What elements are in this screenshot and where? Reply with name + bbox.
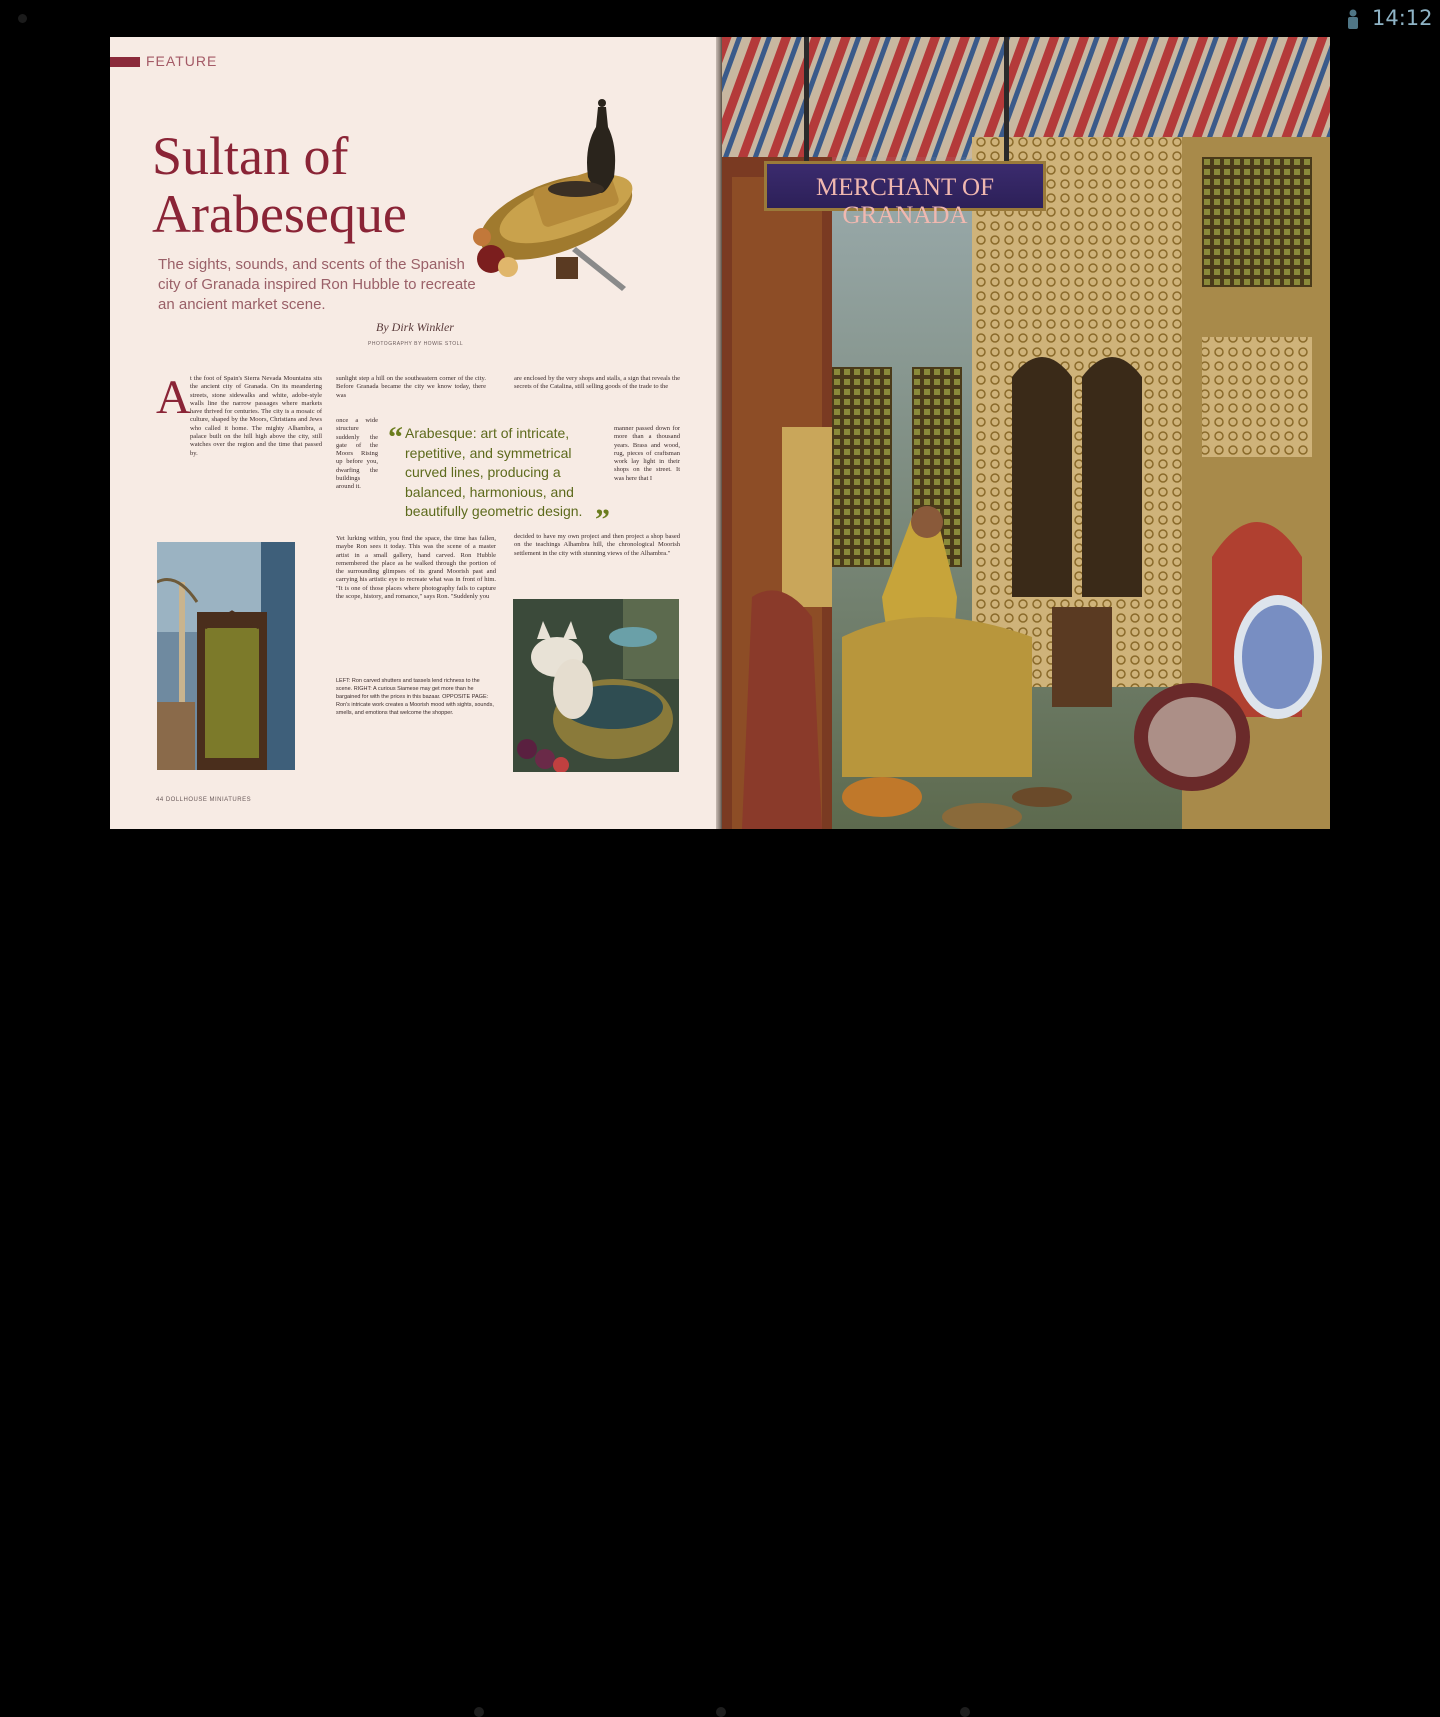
home-button[interactable] [716,1707,726,1717]
photo-carved-screen [157,542,295,770]
section-label: FEATURE [146,53,218,69]
user-icon [1346,8,1360,30]
body-column-2-narrow: once a wide structure suddenly the gate of the Moors Rising up before you, dwarfing the buildings around it. [336,417,378,491]
body-column-3-top: are enclosed by the very shops and stalls, a sign that reveals the secrets of the Catalina, still selling goods of the trade to the [514,375,680,391]
article-dek: The sights, sounds, and scents of the Spanish city of Granada inspired Ron Hubble to recreate an ancient market scene. [158,256,476,313]
body-column-1: t the foot of Spain's Sierra Nevada Mountains sits the ancient city of Granada. On its meandering streets, stone sidewalks and white, adobe-style walls line the narrow passages where markets have thrived for centuries. The city is a mosaic of culture, shaped by the Moors, Christians and Jews who called it home. The mighty Alhambra, a palace built on the hill high above the city, still watches over the region and the time that passed by. [190,375,322,457]
merchant-sign-text: MERCHANT OF GRANADA [815,174,995,229]
photo-cat-in-bazaar [513,599,679,772]
page-folio: 44 DOLLHOUSE MINIATURES [156,797,252,803]
body-column-2-bottom: Yet lurking within, you find the space, the time has fallen, maybe Ron sees it today. This was the scene of a master artist in a small gallery, hand carved. Ron Hubble remembered the place as he walked through the portion of the surrounding glimpses of its grand Moorish past and carrying his artistic eye to recreate what was in front of him. "It is one of those places where photography fails to capture the scope, history, and romance," says Ron. "Suddenly you [336,535,496,601]
photo-credit: PHOTOGRAPHY BY HOWIE STOLL [368,341,464,347]
magazine-spread[interactable] [110,37,1330,829]
body-column-3-narrow: manner passed down for more than a thousand years. Brass and wood, rug, pieces of craftsman work lay light in their shops on the street. It was here that I [614,425,680,482]
body-column-2-top: sunlight step a hill on the southeastern corner of the city. Before Granada became the city we know today, there was [336,375,486,399]
right-page[interactable] [722,37,1330,829]
status-bar [0,0,1440,36]
merchant-scene-illustration [722,37,1330,829]
article-title: Sultan of Arabeseque [152,126,407,244]
navigation-bar [0,840,1440,900]
notification-dot-icon [18,14,27,23]
photo-caption: LEFT: Ron carved shutters and tassels lend richness to the scene. RIGHT: A curious Siamese may get more than he bargained for with the prices in this bazaar. OPPOSITE PAGE: Ron's intricate work creates a Moorish mood with sights, sounds, smells, and emotions that welcome the shopper. [336,678,494,716]
merchant-sign [764,161,1046,229]
drop-cap: A [156,371,191,424]
recents-button[interactable] [960,1707,970,1717]
body-column-3-bottom: decided to have my own project and then project a shop based on the teachings Alhambra hill, the chronological Moorish settlement in the city with stunning views of the Alhambra." [514,533,680,557]
back-button[interactable] [474,1707,484,1717]
left-page[interactable] [110,37,718,829]
byline: By Dirk Winkler [376,320,454,334]
open-quote-icon: “ [388,421,403,454]
still-life-illustration [456,97,646,297]
clock: 14:12 [1372,6,1433,30]
close-quote-icon: ” [595,503,610,536]
pull-quote: Arabesque: art of intricate, repetitive, and symmetrical curved lines, producing a balanced, harmonious, and beautifully geometric design. [405,425,583,519]
section-marker [110,57,140,67]
